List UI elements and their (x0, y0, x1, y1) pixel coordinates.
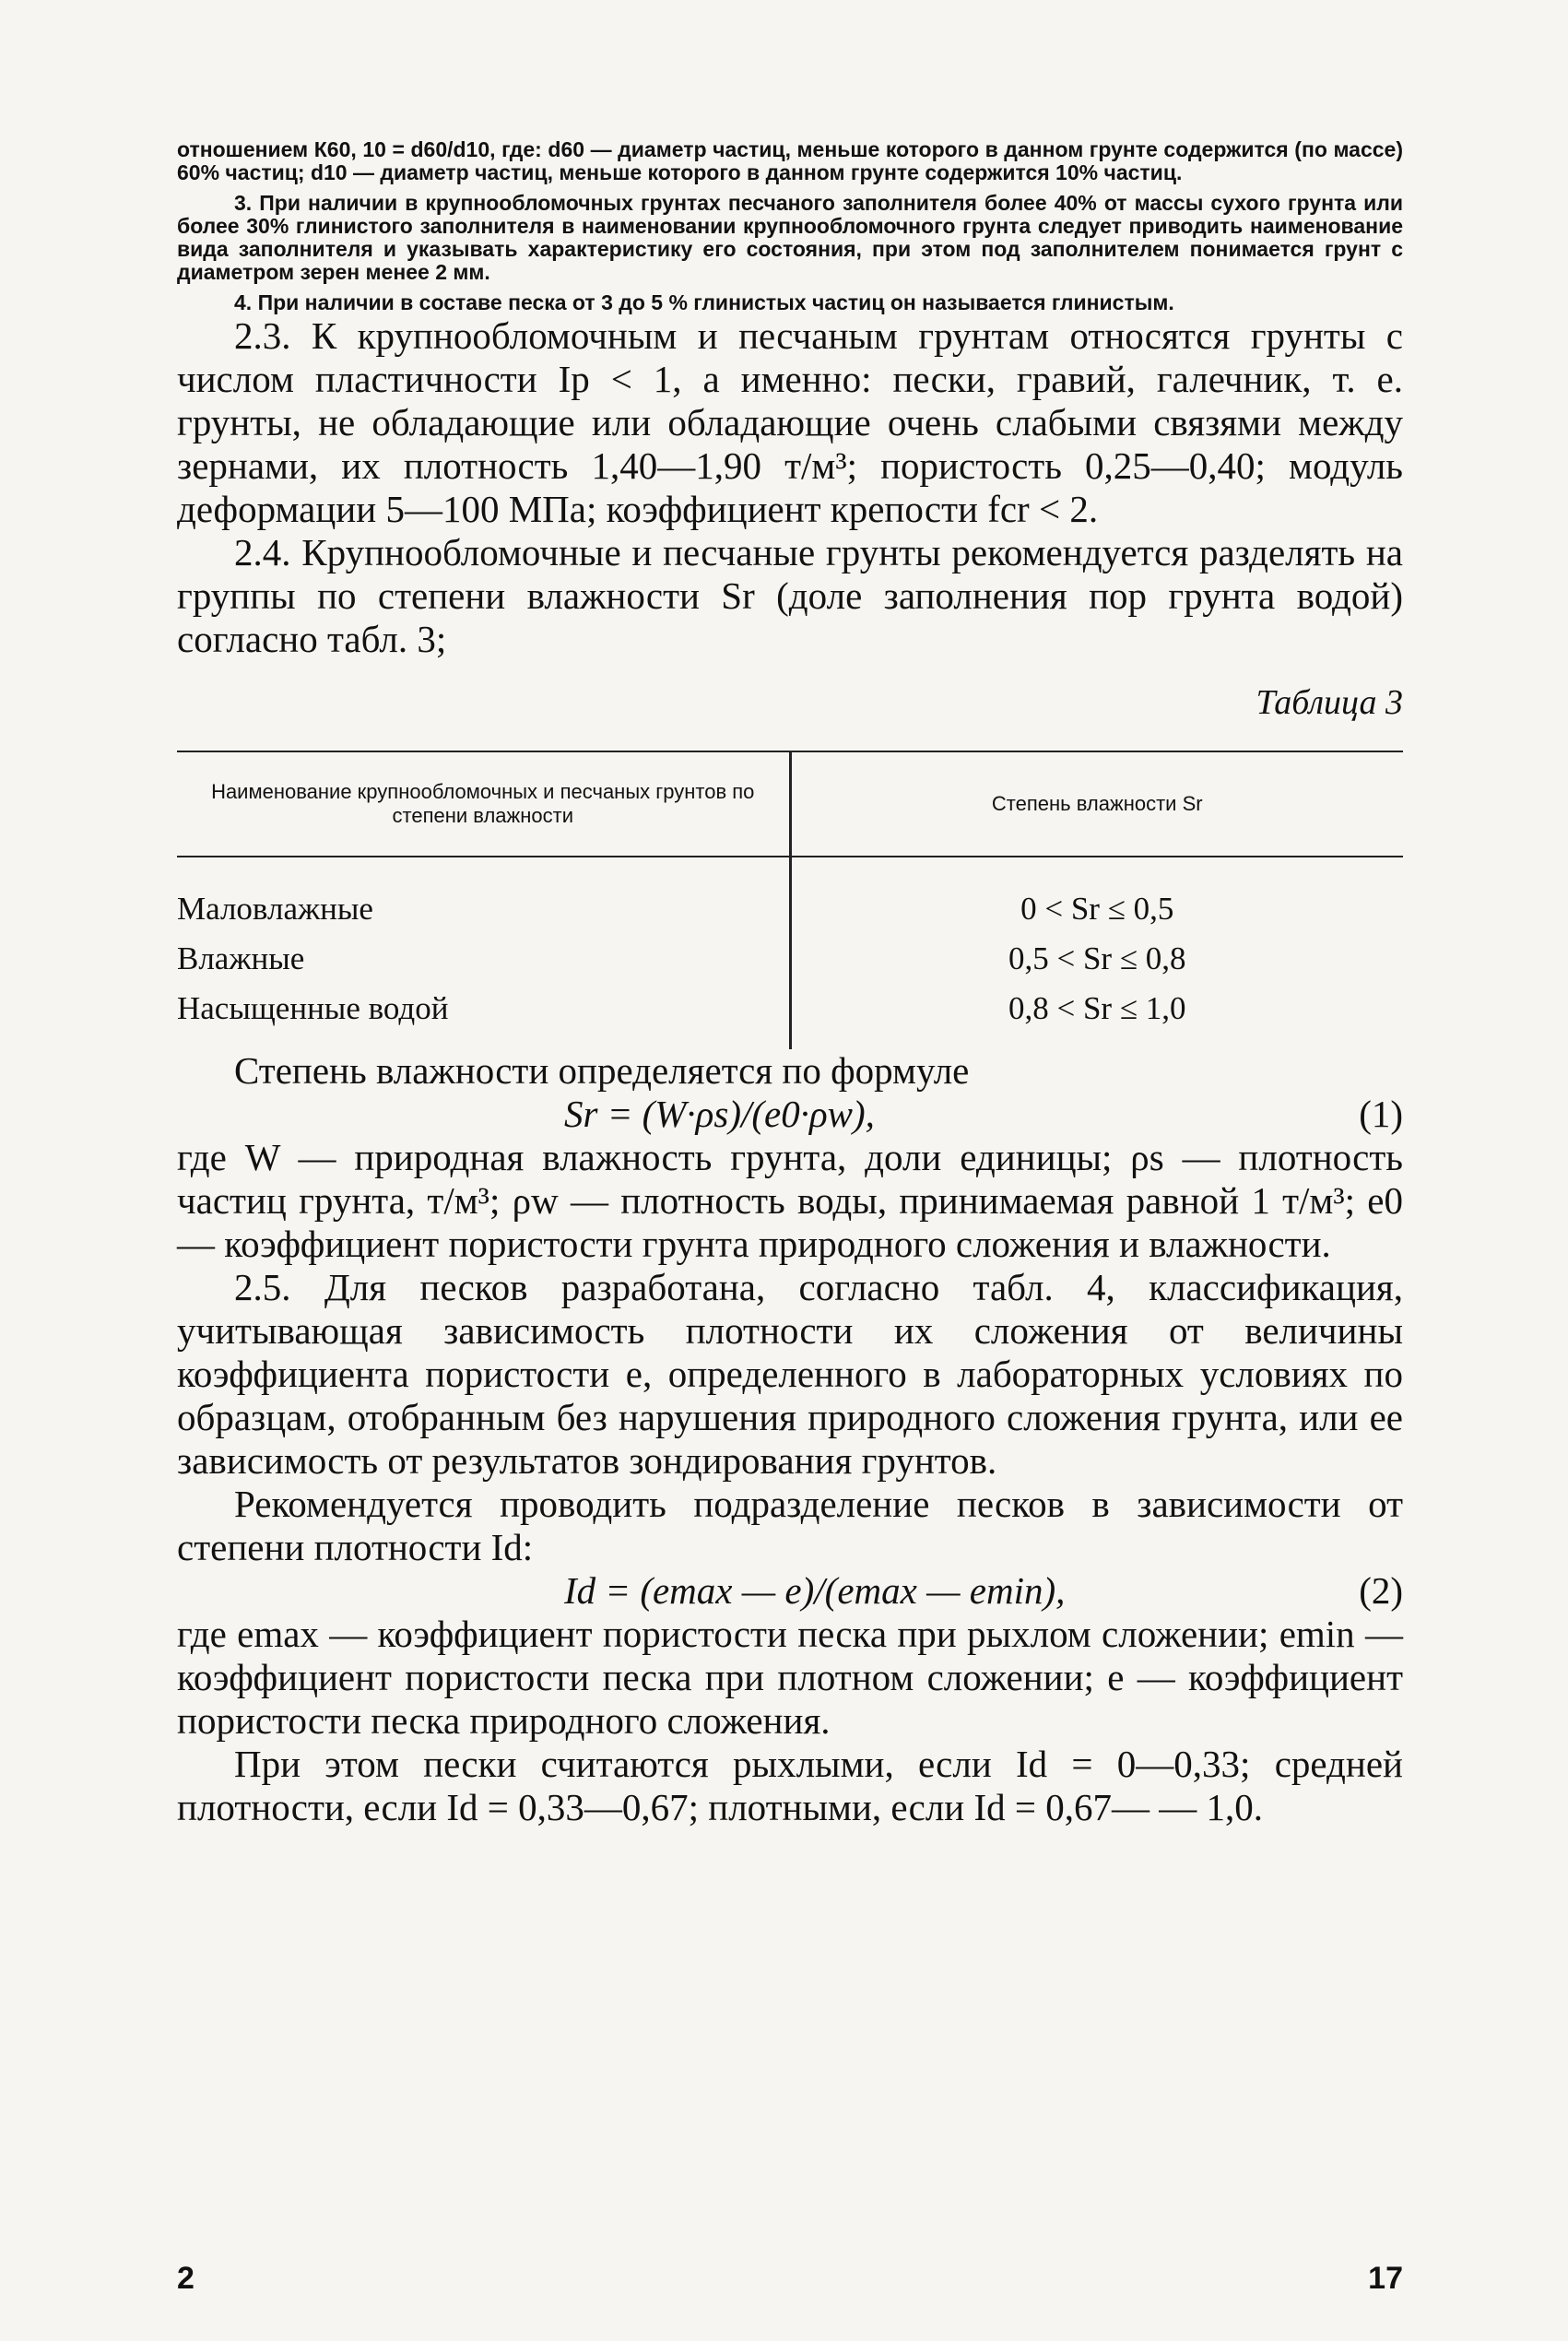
table-notes (177, 138, 1403, 314)
formula-1 (177, 1093, 1403, 1136)
note-2: отношением К60, 10 = d60/d10, где: d60 — диаметр частиц, меньше которого в данном грунте содержится (по массе) 60% частиц; d10 — диаметр частиц, меньше которого в данном грунте содержится 10% частиц. (177, 137, 1403, 184)
formula2-explanation: где emax — коэффициент пористости песка при рыхлом сложении; emin — коэффициент пористости песка при плотном сложении; е — коэффициент пористости песка природного сложения. (177, 1613, 1403, 1742)
main-text (177, 314, 1403, 1829)
formula-2-number: (2) (1359, 1569, 1403, 1612)
page-number: 17 (1368, 2261, 1403, 2296)
note-4: 4. При наличии в составе песка от 3 до 5 % глинистых частиц он называется глинистым. (234, 290, 1174, 314)
soil-name-cell: Насыщенные водой (177, 990, 449, 1026)
page-footer (177, 2261, 1403, 2297)
degree-range-cell: 0,8 < Sr ≤ 1,0 (790, 985, 1403, 1049)
soil-name-cell: Маловлажные (177, 891, 373, 927)
formula-1-expression: Sr = (W·ρs)/(e0·ρw), (564, 1093, 875, 1135)
degree-range-cell: 0 < Sr ≤ 0,5 (790, 857, 1403, 935)
paragraph-2-3: 2.3. К крупнообломочным и песчаным грунтам относятся грунты с числом пластичности Ip < 1, а именно: пески, гравий, галечник, т. е. грунты, не обладающие или обладающие очень слабыми связями между зернами, их плотность 1,40—1,90 т/м³; пористость 0,25—0,40; модуль деформации 5—100 МПа; коэффициент крепости fcr < 2. (177, 314, 1403, 530)
degree-range-cell: 0,5 < Sr ≤ 0,8 (790, 935, 1403, 985)
paragraph-2-5: 2.5. Для песков разработана, согласно табл. 4, классификация, учитывающая зависимость плотности их сложения от величины коэффициента пористости е, определенного в лабораторных условиях по образцам, отобранным без нарушения природного сложения грунта, или ее зависимость от результатов зондирования грунтов. (177, 1266, 1403, 1482)
column-header-degree: Степень влажности Sr (790, 751, 1403, 857)
note-3: 3. При наличии в крупнообломочных грунтах песчаного заполнителя более 40% от массы сухого грунта или более 30% глинистого заполнителя в наименовании крупнообломочного грунта следует приводить наименование вида заполнителя и указывать характеристику его состояния, при этом под заполнителем понимается грунт с диаметром зерен менее 2 мм. (177, 191, 1403, 284)
column-header-name: Наименование крупнообломочных и песчаных грунтов по степени влажности (177, 751, 790, 857)
paragraph-final: При этом пески считаются рыхлыми, если Id = 0—0,33; средней плотности, если Id = 0,33—0,67; плотными, если Id = 0,67— — 1,0. (177, 1743, 1403, 1828)
table-row (177, 935, 1403, 985)
signature-number: 2 (177, 2261, 195, 2296)
soil-name-cell: Влажные (177, 940, 305, 976)
formula1-intro: Степень влажности определяется по формуле (234, 1049, 970, 1092)
formula-2 (177, 1569, 1403, 1613)
paragraph-recommend: Рекомендуется проводить подразделение песков в зависимости от степени плотности Id: (177, 1483, 1403, 1568)
formula-1-number: (1) (1359, 1093, 1403, 1135)
table-row (177, 857, 1403, 935)
document-page (177, 138, 1403, 1829)
moisture-table (177, 751, 1403, 1049)
table-row (177, 985, 1403, 1049)
table-caption: Таблица 3 (1256, 683, 1403, 722)
formula-2-expression: Id = (emax — e)/(emax — emin), (564, 1569, 1066, 1612)
paragraph-2-4: 2.4. Крупнообломочные и песчаные грунты рекомендуется разделять на группы по степени влажности Sr (доле заполнения пор грунта водой) согласно табл. 3; (177, 531, 1403, 660)
formula1-explanation: где W — природная влажность грунта, доли единицы; ρs — плотность частиц грунта, т/м³; ρw — плотность воды, принимаемая равной 1 т/м³; e0 — коэффициент пористости грунта природного сложения и влажности. (177, 1136, 1403, 1265)
